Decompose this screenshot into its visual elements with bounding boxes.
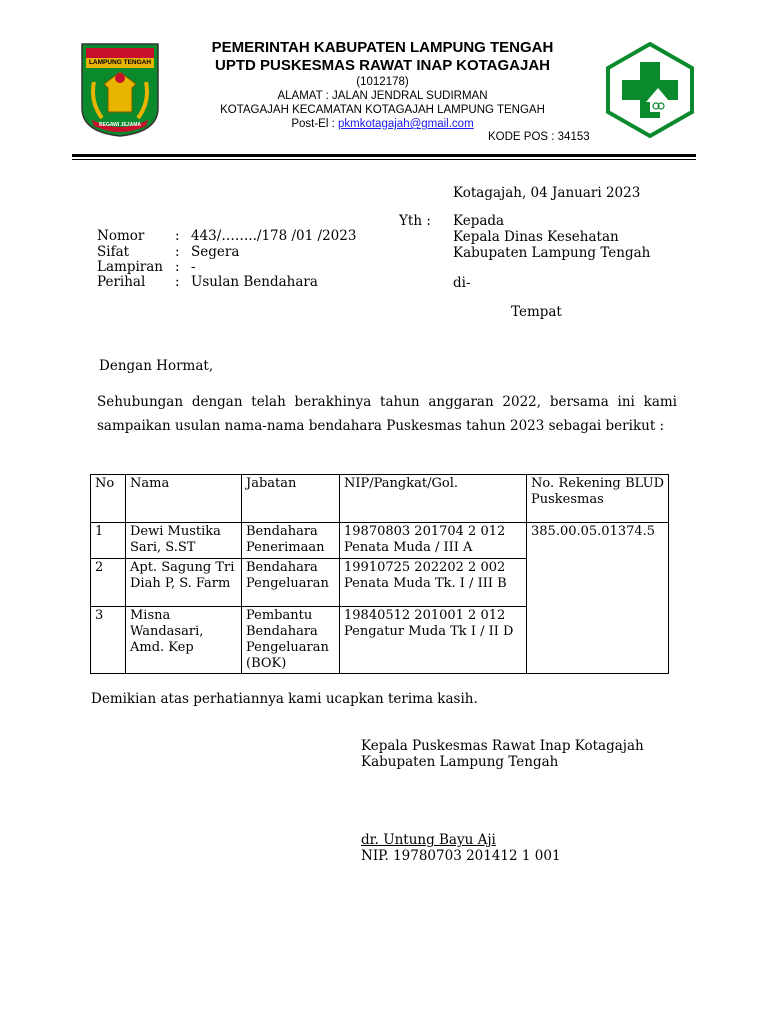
meta-sifat: Sifat : Segera (97, 244, 240, 260)
cell-jabatan: Pembantu Bendahara Pengeluaran (BOK) (242, 607, 340, 674)
recipient-block (453, 213, 650, 291)
email-label: Post-El : (291, 118, 335, 130)
cell-no: 3 (91, 607, 126, 674)
cell-nip: 19840512 201001 2 012 Pengatur Muda Tk I / II D (340, 607, 527, 674)
sign-title1: Kepala Puskesmas Rawat Inap Kotagajah (361, 738, 644, 754)
table-header-row (91, 475, 669, 523)
cell-nama: Apt. Sagung Tri Diah P, S. Farm (126, 559, 242, 607)
cell-nip: 19870803 201704 2 012 Penata Muda / III A (340, 523, 527, 559)
cell-no: 2 (91, 559, 126, 607)
meta-lampiran: Lampiran : - (97, 259, 196, 275)
kop-district: KOTAGAJAH KECAMATAN KOTAGAJAH LAMPUNG TENGAH (220, 104, 545, 116)
greeting: Dengan Hormat, (99, 358, 214, 374)
kop-line2: UPTD PUSKESMAS RAWAT INAP KOTAGAJAH (214, 57, 551, 74)
th-no: No (91, 475, 126, 523)
recipient-line: Kepada (453, 213, 505, 229)
logo-text-bottom: BEGAWI JEJAMA (99, 122, 141, 128)
header-rule-thin (72, 159, 696, 160)
header-rule-thick (72, 154, 696, 157)
kop-address: ALAMAT : JALAN JENDRAL SUDIRMAN (277, 90, 488, 102)
kop-code: (1012178) (356, 76, 409, 88)
letter-date: Kotagajah, 04 Januari 2023 (453, 185, 641, 201)
sign-nip: NIP. 19780703 201412 1 001 (361, 848, 561, 864)
puskesmas-logo (606, 42, 694, 138)
table-row (91, 523, 669, 559)
sign-name: dr. Untung Bayu Aji (361, 832, 496, 848)
th-rekening: No. Rekening BLUD Puskesmas (527, 475, 669, 523)
th-nip: NIP/Pangkat/Gol. (340, 475, 527, 523)
recipient-line: Kepala Dinas Kesehatan (453, 229, 619, 245)
cell-rekening: 385.00.05.01374.5 (527, 523, 669, 674)
kop-postcode: KODE POS : 34153 (488, 131, 590, 143)
th-jabatan: Jabatan (242, 475, 340, 523)
signature-block (361, 738, 644, 864)
cell-nama: Misna Wandasari, Amd. Kep (126, 607, 242, 674)
kop-line1: PEMERINTAH KABUPATEN LAMPUNG TENGAH (211, 39, 554, 56)
cell-nama: Dewi Mustika Sari, S.ST (126, 523, 242, 559)
cell-jabatan: Bendahara Pengeluaran (242, 559, 340, 607)
meta-nomor: Nomor : 443/……../178 /01 /2023 (97, 228, 357, 244)
closing: Demikian atas perhatiannya kami ucapkan terima kasih. (91, 691, 478, 707)
recipient-line: di- (453, 275, 471, 291)
lampung-tengah-logo (80, 42, 160, 138)
meta-perihal: Perihal : Usulan Bendahara (97, 274, 318, 290)
cell-nip: 19910725 202202 2 002 Penata Muda Tk. I / III B (340, 559, 527, 607)
body-paragraph: Sehubungan dengan telah berakhinya tahun anggaran 2022, bersama ini kami sampaikan usulan nama-nama bendahara Puskesmas tahun 2023 sebagai berikut : (97, 394, 677, 434)
logo-text-top: LAMPUNG TENGAH (88, 59, 152, 66)
th-nama: Nama (126, 475, 242, 523)
recipient-line: Kabupaten Lampung Tengah (453, 245, 651, 261)
yth-label: Yth : (399, 213, 431, 229)
cell-jabatan: Bendahara Penerimaan (242, 523, 340, 559)
tempat: Tempat (511, 304, 562, 320)
cell-no: 1 (91, 523, 126, 559)
kop-email-line (150, 117, 615, 131)
email-link[interactable]: pkmkotagajah@gmail.com (337, 118, 474, 130)
sign-title2: Kabupaten Lampung Tengah (361, 754, 559, 770)
bendahara-table (90, 474, 669, 674)
